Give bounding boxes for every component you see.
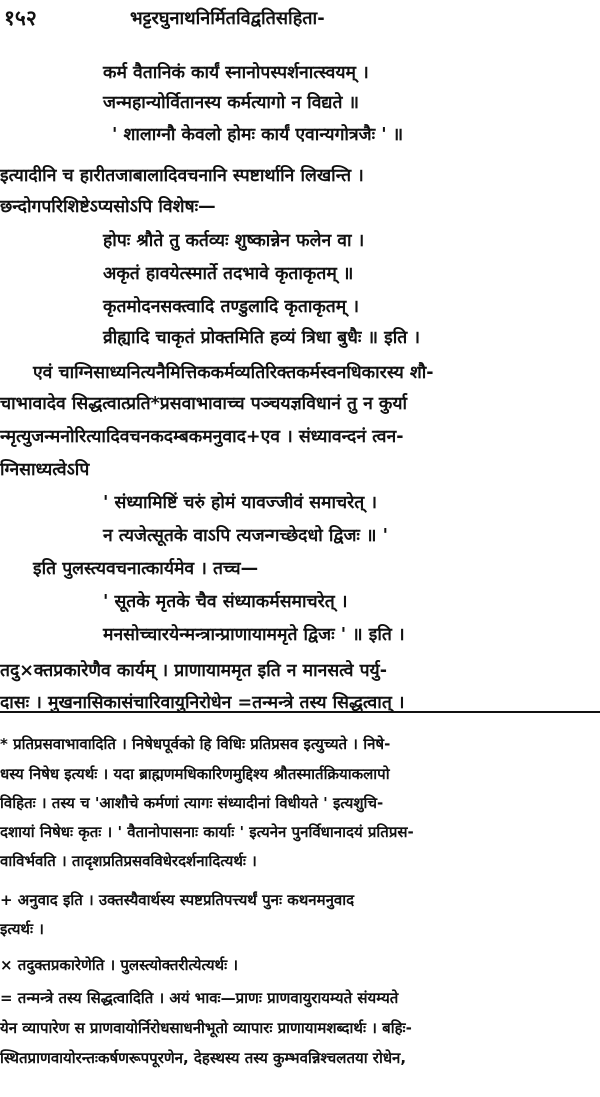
footnote-line: = तन्मन्त्रे तस्य सिद्धत्वादिति । अयं भावः—प्राणः प्राणवायुरायम्यते संयम्यते — [0, 989, 399, 1007]
footnote-line: धस्य निषेध इत्यर्थः । यदा ब्राह्मणमधिकारिणमुद्दिश्य श्रौतस्मार्तक्रियाकलापो — [0, 765, 390, 783]
footnote-line: + अनुवाद इति । उक्तस्यैवार्थस्य स्पष्टप्रतिपत्त्यर्थं पुनः कथनमनुवाद — [0, 891, 355, 909]
footnote-line: स्थितप्राणवायोरन्तःकर्षणरूपपूरणेन, देहस्थस्य तस्य कुम्भवन्निश्चलतया रोधेन, — [0, 1049, 407, 1067]
prose-line: एवं चाग्निसाध्यनित्यनैमित्तिककर्मव्यतिरिक्तकर्मस्वनधिकारस्य शौ- — [33, 363, 434, 383]
page-number: १५२ — [4, 6, 37, 30]
footnote-line: * प्रतिप्रसवाभावादिति । निषेधपूर्वको हि विधिः प्रतिप्रसव इत्युच्यते । निषे- — [0, 735, 391, 753]
footnote-line: × तदुक्तप्रकारेणेति । पुलस्त्योक्तरीत्येत्यर्थः । — [0, 956, 239, 974]
footnote-divider — [0, 711, 600, 713]
prose-line: इत्यादीनि च हारीतजाबालादिवचनानि स्पष्टार्थानि लिखन्ति । — [0, 166, 364, 186]
verse-line: अकृतं हावयेत्स्मार्ते तदभावे कृताकृतम् ॥ — [103, 264, 354, 284]
verse-line: ' सूतके मृतके चैव संध्याकर्मसमाचरेत् । — [103, 592, 348, 612]
verse-line: व्रीह्यादि चाकृतं प्रोक्तमिति हव्यं त्रिधा बुधैः ॥ इति । — [103, 328, 420, 348]
verse-line: कृतमोदनसक्त्वादि तण्डुलादि कृताकृतम् । — [103, 297, 359, 317]
page-header — [0, 4, 600, 34]
verse-line: होपः श्रौते तु कर्तव्यः शुष्कान्नेन फलेन वा । — [103, 231, 365, 251]
verse-line: ' शालाग्नौ केवलो होमः कार्यं एवान्यगोत्रजैः ' ॥ — [112, 125, 404, 145]
prose-line: ग्निसाध्यत्वेऽपि — [0, 460, 90, 480]
footnote-line: येन व्यापारेण स प्राणवायोर्निरोधसाधनीभूतो व्यापारः प्राणायामशब्दार्थः । बहिः- — [0, 1019, 412, 1037]
verse-line: न त्यजेत्सूतके वाऽपि त्यजन्गच्छेदधो द्विजः ॥ ' — [103, 526, 388, 546]
prose-line: दासः । मुखनासिकासंचारिवायुनिरोधेन =तन्मन्त्रे तस्य सिद्धत्वात् । — [0, 693, 405, 713]
verse-line: जन्महान्योर्वितानस्य कर्मत्यागो न विद्यते ॥ — [103, 93, 359, 113]
running-title: भट्टरघुनाथनिर्मितविद्वतिसहिता- — [130, 8, 325, 29]
prose-line: न्मृत्युजन्मनोरित्यादिवचनकदम्बकमनुवाद+एव । संध्यावन्दनं त्वन- — [0, 427, 404, 447]
footnote-line: वाविर्भवति । तादृशप्रतिप्रसवविधेरदर्शनादित्यर्थः । — [0, 852, 257, 870]
footnote-line: विहितः । तस्य च 'आशौचे कर्मणां त्यागः संध्यादीनां विधीयते ' इत्यशुचि- — [0, 794, 384, 812]
prose-line: इति पुलस्त्यवचनात्कार्यमेव । तच्च— — [33, 559, 259, 579]
prose-line: छन्दोगपरिशिष्टेऽप्यसोऽपि विशेषः— — [0, 197, 216, 217]
verse-line: मनसोच्चारयेन्मन्त्रान्प्राणायाममृते द्विजः ' ॥ इति । — [103, 625, 405, 645]
footnote-line: इत्यर्थः । — [0, 920, 44, 938]
verse-line: ' संध्यामिष्टिं चरुं होमं यावज्जीवं समाचरेत् । — [103, 493, 377, 513]
prose-line: तदु×क्तप्रकारेणैव कार्यम् । प्राणायाममृत इति न मानसत्वे पर्यु- — [0, 661, 387, 681]
verse-line: कर्म वैतानिकं कार्यं स्नानोपस्पर्शनात्स्वयम् । — [103, 63, 369, 83]
prose-line: चाभावादेव सिद्धत्वात्प्रति*प्रसवाभावाच्च पञ्चयज्ञविधानं तु न कुर्या — [0, 394, 408, 414]
footnote-line: दशायां निषेधः कृतः । ' वैतानोपासनाः कार्याः ' इत्यनेन पुनर्विधानादयं प्रतिप्रस- — [0, 823, 414, 841]
